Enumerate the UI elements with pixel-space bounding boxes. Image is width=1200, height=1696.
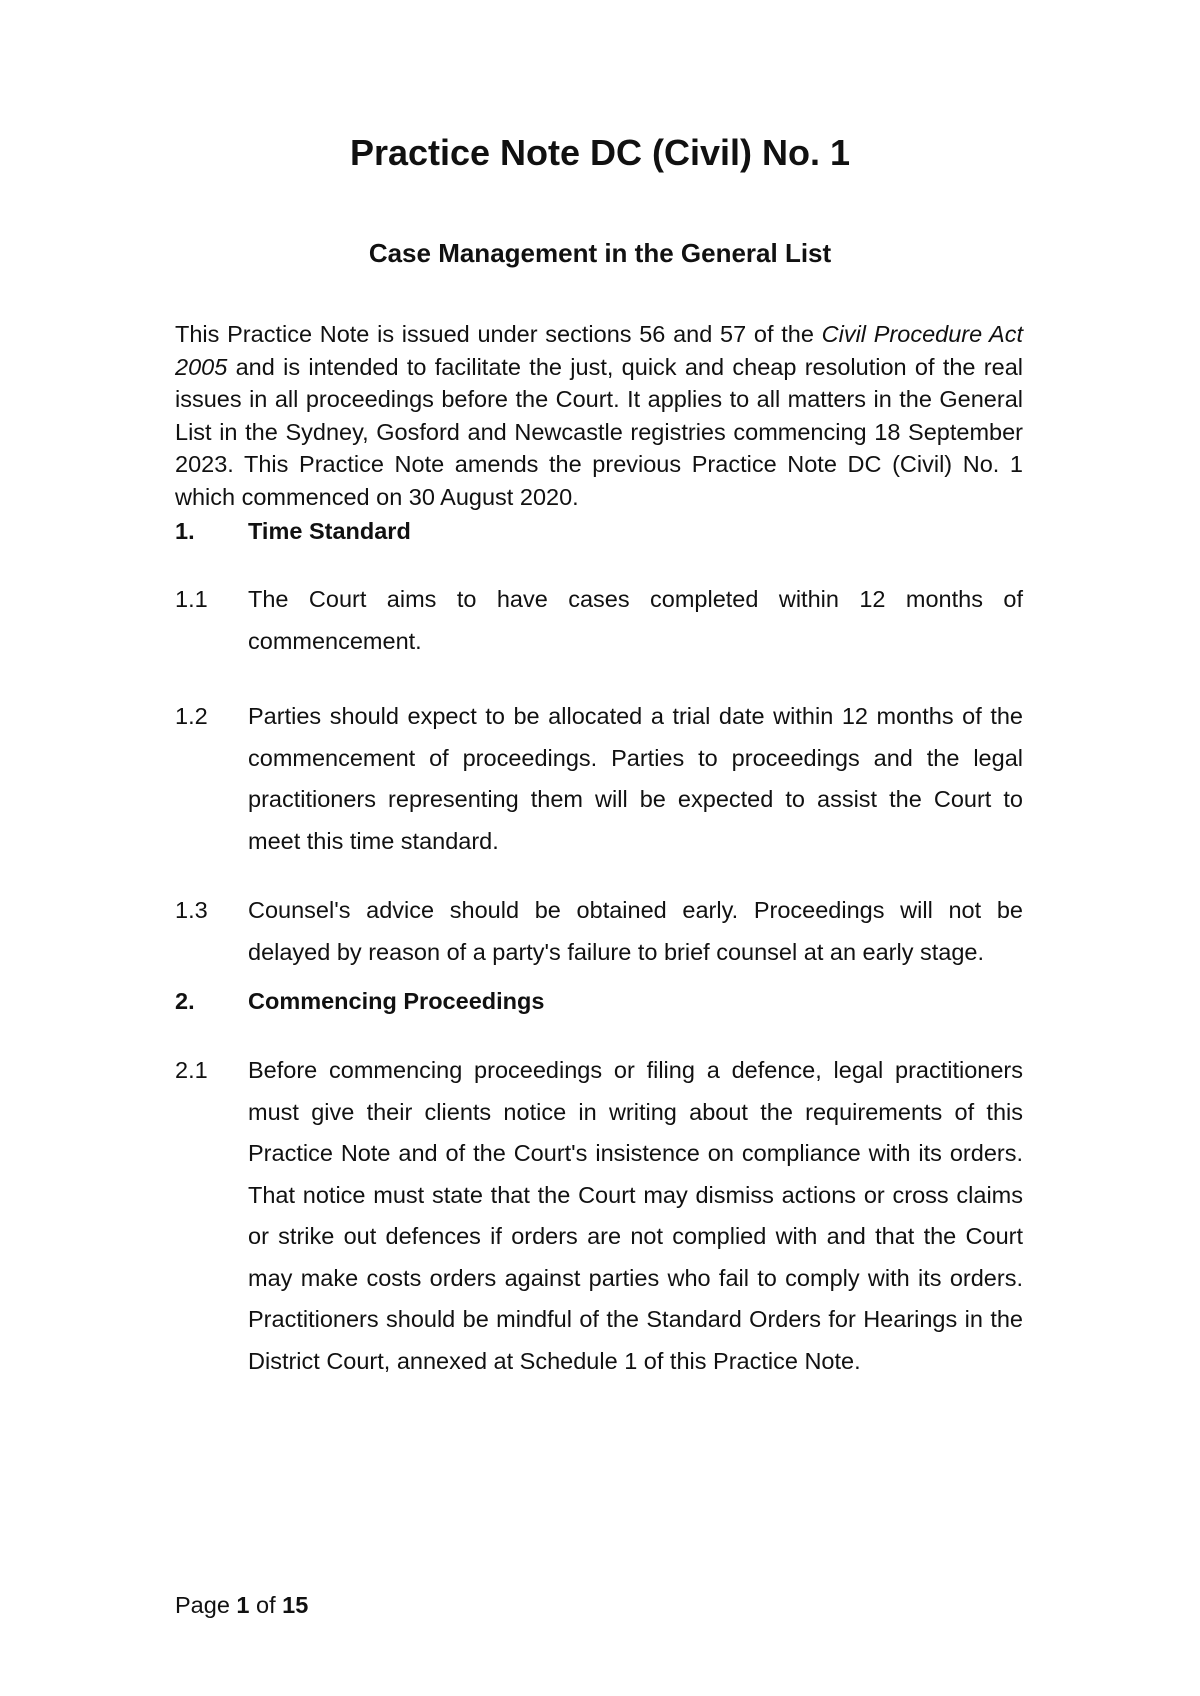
intro-text-before: This Practice Note is issued under sections 56 and 57 of the — [175, 321, 822, 347]
paragraph-number: 1.1 — [175, 586, 208, 612]
paragraph-number: 2.1 — [175, 1057, 208, 1083]
document-title: Practice Note DC (Civil) No. 1 — [349, 132, 851, 173]
paragraph-number: 1.2 — [175, 703, 208, 729]
act-name: Civil Procedure Act 2005 — [175, 321, 1023, 380]
paragraph-1-3 — [175, 890, 1023, 973]
page-footer — [175, 1592, 308, 1619]
paragraph-number: 1.3 — [175, 897, 208, 923]
paragraph-2-1 — [175, 1050, 1023, 1382]
intro-paragraph — [175, 318, 1023, 513]
current-page-number: 1 — [236, 1592, 250, 1618]
document-subtitle: Case Management in the General List — [368, 238, 832, 268]
paragraph-1-2 — [175, 696, 1023, 862]
total-pages-number: 15 — [282, 1592, 309, 1618]
section-heading-time-standard — [175, 518, 411, 545]
paragraph-text: Parties should expect to be allocated a trial date within 12 months of the commencement of proceedings. Parties to proceedings and the legal practitioners representing them will be expected to assist the Court to meet this time standard. — [248, 703, 1023, 854]
paragraph-text: The Court aims to have cases completed within 12 months of commencement. — [248, 586, 1023, 654]
section-title: Commencing Proceedings — [248, 988, 545, 1014]
paragraph-text: Counsel's advice should be obtained early. Proceedings will not be delayed by reason of a party's failure to brief counsel at an early stage. — [248, 897, 1023, 965]
page-label: Page — [175, 1592, 230, 1618]
intro-text-after: and is intended to facilitate the just, quick and cheap resolution of the real issues in all proceedings before the Court. It applies to all matters in the General List in the Sydney, Gosford and Newcastle registries commencing 18 September 2023. This Practice Note amends the previous Practice Note DC (Civil) No. 1 which commenced on 30 August 2020. — [175, 353, 1023, 510]
of-label: of — [256, 1592, 276, 1618]
paragraph-1-1 — [175, 579, 1023, 662]
section-number: 2. — [175, 988, 195, 1014]
section-heading-commencing-proceedings — [175, 988, 544, 1015]
section-number: 1. — [175, 518, 195, 544]
paragraph-text: Before commencing proceedings or filing a defence, legal practitioners must give their clients notice in writing about the requirements of this Practice Note and of the Court's insistence on compliance with its orders. That notice must state that the Court may dismiss actions or cross claims or strike out defences if orders are not complied with and that the Court may make costs orders against parties who fail to comply with its orders. Practitioners should be mindful of the Standard Orders for Hearings in the District Court, annexed at Schedule 1 of this Practice Note. — [248, 1057, 1023, 1374]
section-title: Time Standard — [248, 518, 411, 544]
